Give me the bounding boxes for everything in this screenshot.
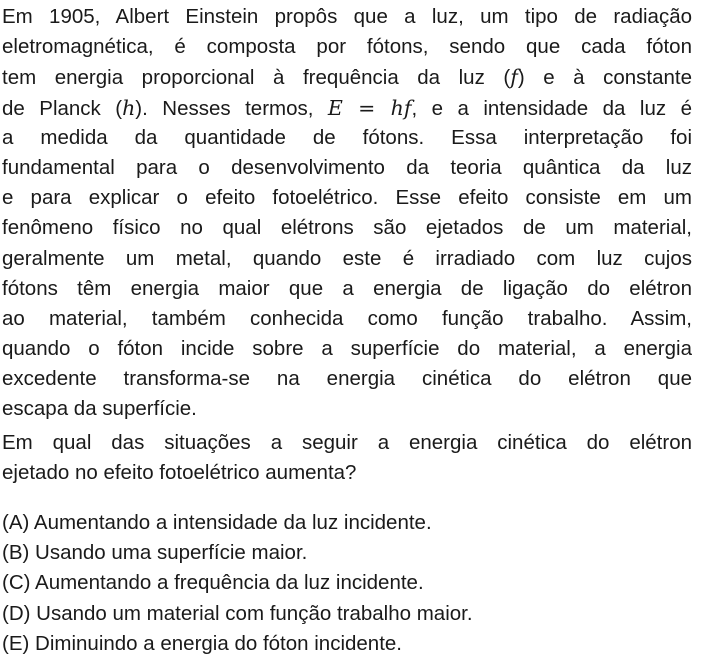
passage-line: fenômeno físico no qual elétrons são ejetados de um material, <box>2 216 692 240</box>
option-c[interactable]: (C) Aumentando a frequência da luz incidente. <box>2 571 424 595</box>
question-stem <box>2 428 692 488</box>
planck-symbol: h <box>122 95 136 120</box>
passage-line: fundamental para o desenvolvimento da teoria quântica da luz <box>2 155 692 179</box>
passage-line <box>2 93 692 123</box>
passage-text: de Planck ( <box>2 96 123 120</box>
passage-line: excedente transforma-se na energia cinética do elétron que <box>2 367 692 391</box>
passage-line: ao material, também conhecida como função trabalho. Assim, <box>2 306 692 330</box>
question-page <box>2 2 692 659</box>
passage-line: quando o fóton incide sobre a superfície do material, a energia <box>2 337 692 361</box>
passage-line: a medida da quantidade de fótons. Essa interpretação foi <box>2 125 692 149</box>
passage-text: ) e à constante <box>517 66 692 90</box>
frequency-symbol: f <box>510 65 518 90</box>
option-a[interactable]: (A) Aumentando a intensidade da luz incidente. <box>2 511 432 534</box>
passage-text: tem energia proporcional à frequência da luz ( <box>2 66 511 90</box>
passage <box>2 2 692 425</box>
question-line: Em qual das situações a seguir a energia cinética do elétron <box>2 430 692 454</box>
passage-line: e para explicar o efeito fotoelétrico. Esse efeito consiste em um <box>2 186 692 210</box>
passage-text: ). Nesses termos, <box>135 96 314 120</box>
passage-line: Em 1905, Albert Einstein propôs que a luz, um tipo de radiação <box>2 5 692 28</box>
spacer <box>2 488 692 508</box>
passage-line: eletromagnética, é composta por fótons, sendo que cada fóton <box>2 35 692 59</box>
passage-line: escapa da superfície. <box>2 397 197 421</box>
option-e[interactable]: (E) Diminuindo a energia do fóton incidente. <box>2 631 402 655</box>
passage-text: , e a intensidade da luz é <box>411 96 692 120</box>
option-b[interactable]: (B) Usando uma superfície maior. <box>2 541 308 565</box>
answer-options <box>2 508 692 659</box>
energy-formula: E = hf <box>327 95 412 120</box>
option-d[interactable]: (D) Usando um material com função trabalho maior. <box>2 601 473 625</box>
passage-line: fótons têm energia maior que a energia de ligação do elétron <box>2 276 692 300</box>
passage-line: geralmente um metal, quando este é irradiado com luz cujos <box>2 246 692 270</box>
question-line: ejetado no efeito fotoelétrico aumenta? <box>2 460 357 484</box>
passage-line <box>2 62 692 92</box>
